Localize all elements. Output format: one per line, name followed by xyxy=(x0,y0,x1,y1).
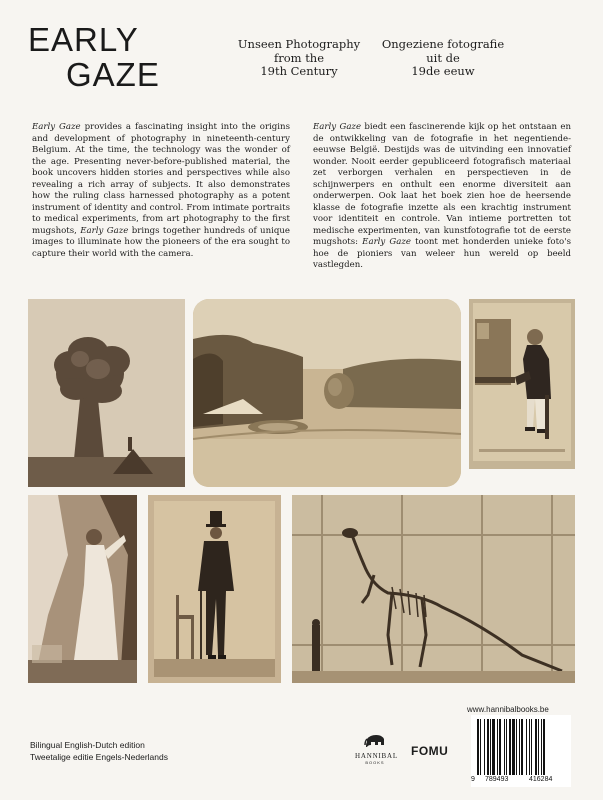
hannibal-books-logo xyxy=(355,733,398,765)
barcode-bar xyxy=(492,719,495,775)
barcode-bar xyxy=(490,719,491,775)
isbn-group-1: 789493 xyxy=(485,776,509,783)
barcode-bar xyxy=(535,719,537,775)
barcode-bar xyxy=(516,719,517,775)
barcode-bar xyxy=(506,719,507,775)
blurb-nl-title-ref-2: Early Gaze xyxy=(362,237,411,247)
barcode-bar xyxy=(541,719,542,775)
isbn-group-2: 416284 xyxy=(529,776,553,783)
photo-woman-white-dress xyxy=(28,495,137,683)
barcode-bar xyxy=(504,719,505,775)
photo-dinosaur-skeleton xyxy=(292,495,575,683)
blurb-en-text-1: provides a fascinating insight into the origins and development of photography in nineteenth-century Belgium. At the time, the technology was the wonder of the age. Presenting never-before-published material, the book uncovers hidden stories and perspectives while also revealing a rich array of subjects. It also demonstrates how the ruling class harnessed photography as a potent instrument of identity and control. From intimate portraits to medical experiments, from art photography to the first mugshots, xyxy=(32,122,290,236)
photo-man-at-piano xyxy=(469,299,575,469)
barcode-bar xyxy=(526,719,527,775)
title-line-1: EARLY xyxy=(28,21,139,58)
barcode-bar xyxy=(480,719,481,775)
title-line-2: GAZE xyxy=(66,56,160,93)
publisher-website[interactable]: www.hannibalbooks.be xyxy=(467,705,549,714)
blurb-nl-text-2: toont met honderden unieke foto's hoe de pioniers van weleer hun wereld op beeld vastlegden. xyxy=(313,237,571,270)
barcode-bar xyxy=(497,719,498,775)
photo-man-top-hat xyxy=(148,495,281,683)
subtitle-nl-line-1: Ongeziene fotografie xyxy=(381,37,505,51)
subtitle-en-line-1: Unseen Photography xyxy=(237,37,361,51)
blurb-en-text-2: brings together hundreds of unique images to illuminate how the pioneers of the era sought to capture their world with the camera. xyxy=(32,225,290,259)
subtitle-en-line-2: from the xyxy=(273,50,325,65)
subtitle-english xyxy=(234,38,364,79)
barcode-bar xyxy=(509,719,511,775)
subtitle-nl-line-2: uit de xyxy=(426,50,460,65)
barcode-bar xyxy=(531,719,532,775)
isbn-digit-first: 9 xyxy=(471,776,475,783)
edition-english: Bilingual English-Dutch edition xyxy=(30,740,145,750)
fomu-logo: FOMU xyxy=(411,744,449,758)
photo-smoke-cloud xyxy=(28,299,185,487)
publisher-sub: BOOKS xyxy=(365,760,385,765)
blurb-dutch xyxy=(313,122,571,272)
barcode-bar xyxy=(487,719,489,775)
barcode-bar xyxy=(484,719,485,775)
subtitle-dutch xyxy=(378,38,508,79)
barcode-bar xyxy=(538,719,539,775)
edition-dutch: Tweetalige editie Engels-Nederlands xyxy=(30,752,168,762)
photo-balloon-park xyxy=(193,299,461,487)
publisher-name: HANNIBAL xyxy=(355,752,398,760)
blurb-english xyxy=(32,122,290,260)
blurb-nl-title-ref: Early Gaze xyxy=(313,122,362,132)
barcode-bar xyxy=(499,719,501,775)
barcode-bar xyxy=(521,719,523,775)
barcode-bar xyxy=(529,719,530,775)
subtitle-en-line-3: 19th Century xyxy=(260,64,338,78)
elephant-icon xyxy=(364,734,386,748)
barcode-bar xyxy=(477,719,479,775)
barcode-bar xyxy=(512,719,515,775)
subtitle-nl-line-3: 19de eeuw xyxy=(411,64,475,78)
barcode-bar xyxy=(543,719,545,775)
book-title xyxy=(28,22,160,92)
barcode-bars xyxy=(471,715,571,777)
edition-note xyxy=(30,739,168,763)
blurb-en-title-ref: Early Gaze xyxy=(32,122,81,132)
blurb-nl-text-1: biedt een fascinerende kijk op het ontstaan en de ontwikkeling van de fotografie in het negentiende-eeuwse België. Destijds was de uitvinding een innovatief wonder. Nooit eerder gepubliceerd fotografisch materiaal zet verborgen verhalen en perspectieven in de schijnwerpers en onthult een enorme diversiteit aan onderwerpen. Ook laat het boek zien hoe de heersende klasse de fotografie inzette als een krachtig instrument voor identiteit en controle. Van intieme portretten tot medische experimenten, van kunstfotografie tot de eerste mugshots: xyxy=(313,122,571,247)
blurb-en-title-ref-2: Early Gaze xyxy=(80,225,129,236)
isbn-barcode xyxy=(471,715,571,787)
barcode-bar xyxy=(519,719,520,775)
